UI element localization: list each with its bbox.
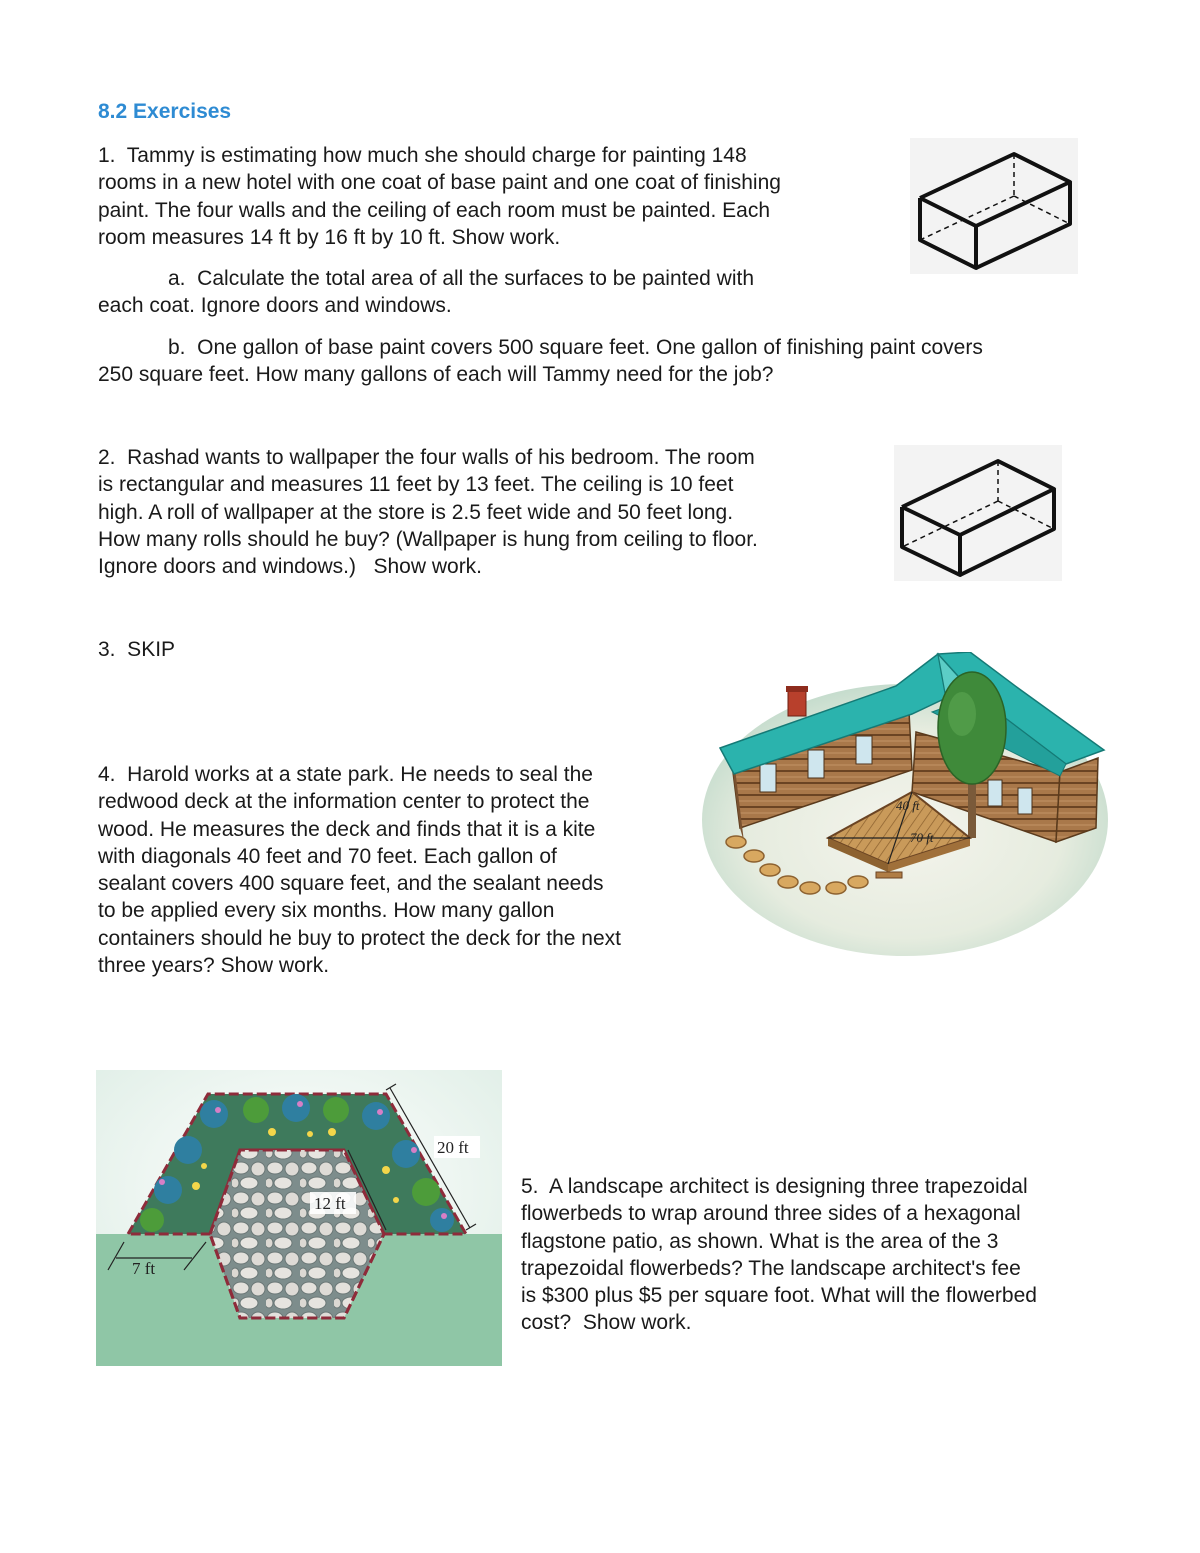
problem-1-line: rooms in a new hotel with one coat of base paint and one coat of finishing xyxy=(98,171,781,195)
rectangular-prism-figure-1 xyxy=(910,138,1078,274)
problem-3-line: 3. SKIP xyxy=(98,638,176,661)
problem-4-line: to be applied every six months. How many gallon xyxy=(98,899,555,923)
cabin-deck-illustration xyxy=(700,652,1112,958)
deck-diagonal-label: 40 ft xyxy=(896,798,920,813)
problem-2-line: is rectangular and measures 11 feet by 13 feet. The ceiling is 10 feet xyxy=(98,473,734,497)
flowerbed-width-label: 7 ft xyxy=(132,1259,156,1278)
part-b-line: b. One gallon of base paint covers 500 square feet. One gallon of finishing paint covers xyxy=(168,336,983,359)
problem-2-line: high. A roll of wallpaper at the store is 2.5 feet wide and 50 feet long. xyxy=(98,500,734,524)
page-title: 8.2 Exercises xyxy=(98,100,232,123)
problem-3-text xyxy=(98,636,175,663)
hexagonal-patio-figure xyxy=(96,1070,502,1366)
problem-2-line: How many rolls should he buy? (Wallpaper is hung from ceiling to floor. xyxy=(98,527,758,551)
problem-5-line: flowerbeds to wrap around three sides of a hexagonal xyxy=(521,1202,1021,1226)
part-a-line: each coat. Ignore doors and windows. xyxy=(98,294,452,318)
problem-1-line: 1. Tammy is estimating how much she should charge for painting 148 xyxy=(98,144,747,167)
problem-1-part-b xyxy=(98,334,983,389)
problem-5-line: cost? Show work. xyxy=(521,1311,692,1335)
rectangular-prism-figure-2 xyxy=(894,445,1062,581)
problem-1-text xyxy=(98,142,781,251)
problem-1-line: room measures 14 ft by 16 ft by 10 ft. Show work. xyxy=(98,225,561,249)
outer-side-label: 20 ft xyxy=(437,1138,469,1157)
part-b-line: 250 square feet. How many gallons of each will Tammy need for the job? xyxy=(98,363,774,387)
problem-1-part-a xyxy=(98,265,754,320)
deck-diagonal-label: 70 ft xyxy=(910,830,934,845)
problem-4-line: sealant covers 400 square feet, and the sealant needs xyxy=(98,872,604,896)
problem-4-text xyxy=(98,761,621,979)
problem-5-line: 5. A landscape architect is designing three trapezoidal xyxy=(521,1175,1028,1198)
problem-4-line: with diagonals 40 feet and 70 feet. Each gallon of xyxy=(98,844,557,868)
problem-2-text xyxy=(98,444,758,580)
problem-2-line: Ignore doors and windows.) Show work. xyxy=(98,555,483,579)
problem-5-line: trapezoidal flowerbeds? The landscape architect's fee xyxy=(521,1256,1021,1280)
problem-5-line: is $300 plus $5 per square foot. What will the flowerbed xyxy=(521,1284,1037,1308)
problem-5-line: flagstone patio, as shown. What is the area of the 3 xyxy=(521,1229,999,1253)
part-a-line: a. Calculate the total area of all the surfaces to be painted with xyxy=(168,267,755,290)
problem-4-line: 4. Harold works at a state park. He needs to seal the xyxy=(98,763,593,786)
problem-4-line: containers should he buy to protect the deck for the next xyxy=(98,926,621,950)
inner-side-label: 12 ft xyxy=(314,1194,346,1213)
problem-5-text xyxy=(521,1173,1037,1337)
problem-4-line: wood. He measures the deck and finds that it is a kite xyxy=(98,817,596,841)
problem-4-line: three years? Show work. xyxy=(98,954,330,978)
problem-1-line: paint. The four walls and the ceiling of each room must be painted. Each xyxy=(98,198,771,222)
problem-2-line: 2. Rashad wants to wallpaper the four walls of his bedroom. The room xyxy=(98,446,755,469)
problem-4-line: redwood deck at the information center to protect the xyxy=(98,790,590,814)
